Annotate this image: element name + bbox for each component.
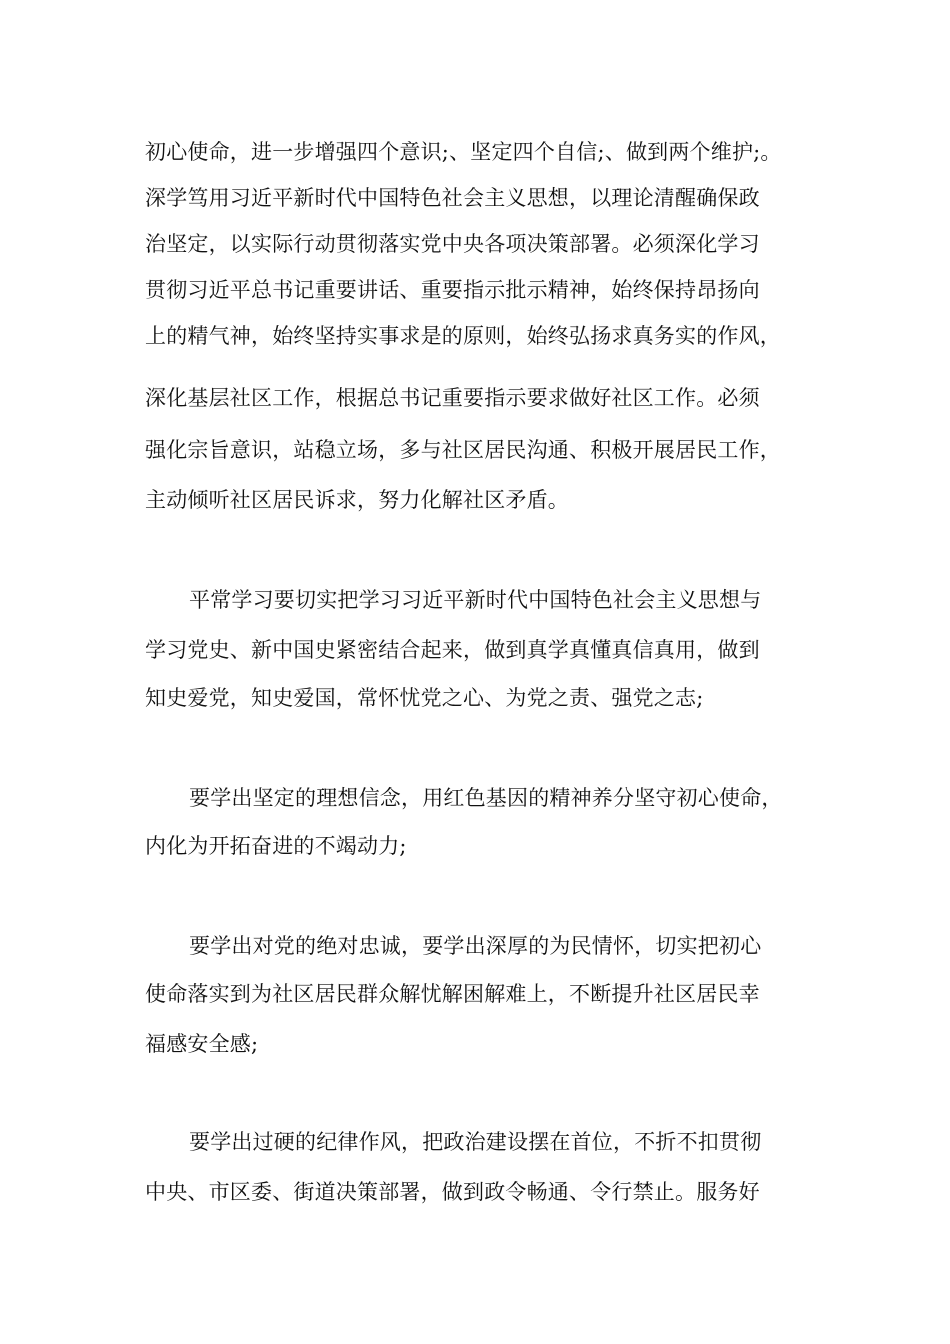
paragraph-line: 学习党史、新中国史紧密结合起来，做到真学真懂真信真用，做到 xyxy=(145,638,760,662)
paragraph-line: 使命落实到为社区居民群众解忧解困解难上，不断提升社区居民幸 xyxy=(145,982,760,1006)
paragraph-line: 上的精气神，始终坚持实事求是的原则，始终弘扬求真务实的作风， xyxy=(145,324,781,348)
paragraph-line: 知史爱党，知史爱国，常怀忧党之心、为党之责、强党之志; xyxy=(145,686,704,710)
paragraph-line: 内化为开拓奋进的不竭动力; xyxy=(145,834,407,858)
paragraph-line: 要学出坚定的理想信念，用红色基因的精神养分坚守初心使命， xyxy=(189,786,783,810)
paragraph-line: 要学出对党的绝对忠诚，要学出深厚的为民情怀，切实把初心 xyxy=(189,934,762,958)
paragraph-line: 要学出过硬的纪律作风，把政治建设摆在首位，不折不扣贯彻 xyxy=(189,1130,762,1154)
paragraph-line: 贯彻习近平总书记重要讲话、重要指示批示精神，始终保持昂扬向 xyxy=(145,278,760,302)
paragraph-line: 治坚定，以实际行动贯彻落实党中央各项决策部署。必须深化学习 xyxy=(145,232,760,256)
paragraph-line: 中央、市区委、街道决策部署，做到政令畅通、令行禁止。服务好 xyxy=(145,1180,760,1204)
paragraph-line: 深化基层社区工作，根据总书记重要指示要求做好社区工作。必须 xyxy=(145,386,760,410)
paragraph-line: 深学笃用习近平新时代中国特色社会主义思想，以理论清醒确保政 xyxy=(145,186,760,210)
paragraph-line: 主动倾听社区居民诉求，努力化解社区矛盾。 xyxy=(145,488,569,512)
paragraph-line: 强化宗旨意识，站稳立场，多与社区居民沟通、积极开展居民工作， xyxy=(145,438,781,462)
paragraph-line: 初心使命，进一步增强四个意识;、坚定四个自信;、做到两个维护;。 xyxy=(145,140,782,164)
paragraph-line: 平常学习要切实把学习习近平新时代中国特色社会主义思想与 xyxy=(189,588,762,612)
paragraph-line: 福感安全感; xyxy=(145,1032,259,1056)
